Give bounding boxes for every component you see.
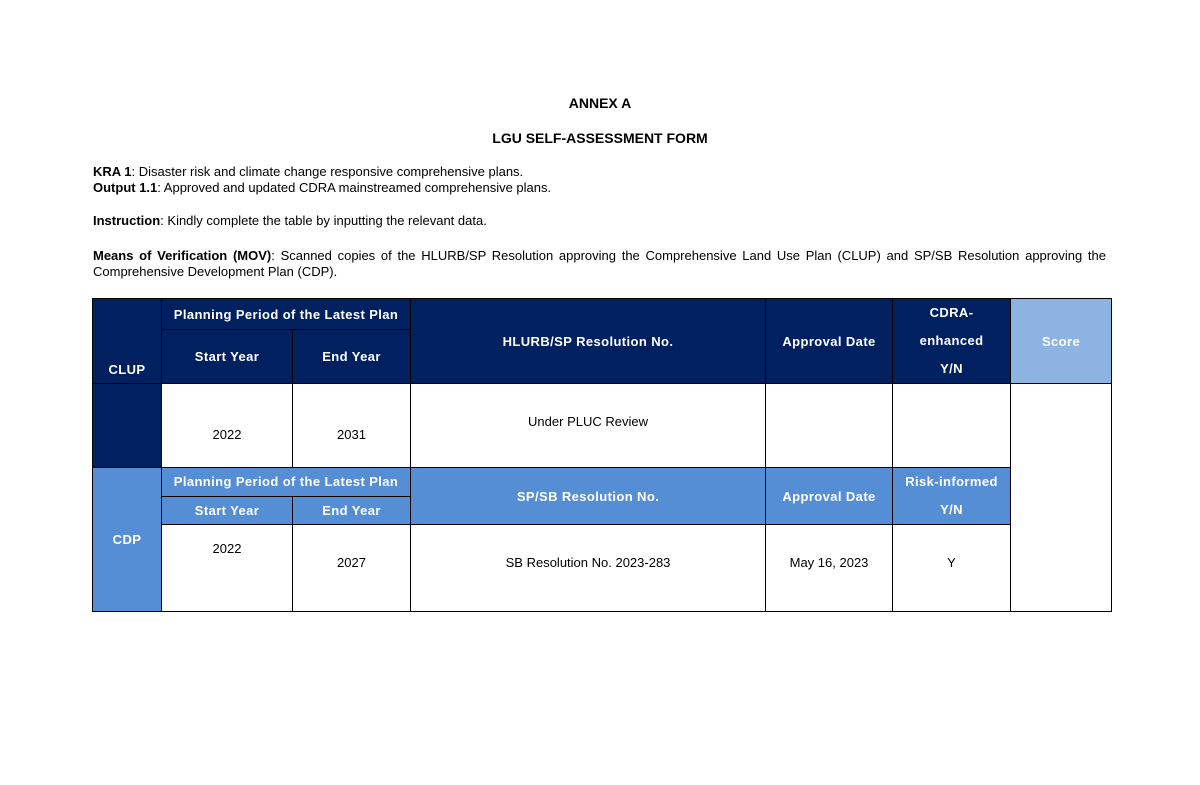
cdp-approval-header: Approval Date <box>766 468 893 525</box>
kra-label: KRA 1 <box>93 164 132 179</box>
clup-label: CLUP <box>108 362 146 377</box>
cdp-data-row <box>93 525 1112 612</box>
clup-header-row-1 <box>93 299 1112 330</box>
form-title: LGU SELF-ASSESSMENT FORM <box>492 130 708 146</box>
mov-label: Means of Verification (MOV) <box>93 248 272 263</box>
self-assessment-table <box>92 298 1112 612</box>
cdp-end-year-header: End Year <box>293 496 411 525</box>
cdp-start-year[interactable]: 2022 <box>162 525 293 612</box>
cdp-end-year[interactable]: 2027 <box>293 525 411 612</box>
cdp-label-cell <box>93 468 162 612</box>
cdp-period-header: Planning Period of the Latest Plan <box>162 468 411 497</box>
clup-start-year-header: Start Year <box>162 330 293 384</box>
clup-data-row <box>93 384 1112 468</box>
clup-period-header: Planning Period of the Latest Plan <box>162 299 411 330</box>
cdp-risk-informed-header <box>893 468 1011 525</box>
mov-text: : Scanned copies of the HLURB/SP Resolution approving the Comprehensive Land Use Plan (CLUP) and SP/SB Resolution approving the Comprehensive Development Plan (CDP). <box>93 248 1106 279</box>
clup-label-continued <box>93 362 162 468</box>
clup-approval-header: Approval Date <box>766 299 893 384</box>
instruction-text: : Kindly complete the table by inputting the relevant data. <box>160 213 487 228</box>
clup-start-year[interactable]: 2022 <box>162 384 293 468</box>
clup-end-year[interactable]: 2031 <box>293 384 411 468</box>
cdp-label: CDP <box>112 532 142 547</box>
clup-cdra-flag[interactable] <box>893 384 1011 468</box>
clup-cdra-header <box>893 299 1011 384</box>
cdp-approval-date[interactable]: May 16, 2023 <box>766 525 893 612</box>
output-text: : Approved and updated CDRA mainstreamed comprehensive plans. <box>157 180 552 195</box>
clup-resolution[interactable]: Under PLUC Review <box>411 384 766 468</box>
output-line <box>93 180 1106 196</box>
kra-text: : Disaster risk and climate change responsive comprehensive plans. <box>131 164 524 179</box>
cdp-start-year-header: Start Year <box>162 496 293 525</box>
cdp-resolution-header: SP/SB Resolution No. <box>411 468 766 525</box>
cdra-header-line-3: Y/N <box>940 361 963 376</box>
instruction-label: Instruction <box>93 213 161 228</box>
mov-paragraph <box>93 248 1106 280</box>
clup-end-year-header: End Year <box>293 330 411 384</box>
output-label: Output 1.1 <box>93 180 158 195</box>
score-value[interactable] <box>1011 384 1112 612</box>
instruction-line <box>93 213 1106 229</box>
clup-resolution-header: HLURB/SP Resolution No. <box>411 299 766 384</box>
cdp-header-row-1 <box>93 468 1112 497</box>
score-header: Score <box>1011 299 1112 384</box>
risk-header-line-1: Risk-informed <box>905 474 998 489</box>
cdra-header-line-2: enhanced <box>919 333 984 348</box>
cdp-resolution[interactable]: SB Resolution No. 2023-283 <box>411 525 766 612</box>
risk-header-line-2: Y/N <box>940 502 963 517</box>
cdra-header-line-1: CDRA- <box>929 305 974 320</box>
annex-title: ANNEX A <box>568 95 632 111</box>
clup-approval-date[interactable] <box>766 384 893 468</box>
cdp-risk-informed-flag[interactable]: Y <box>893 525 1011 612</box>
kra-line <box>93 164 1106 180</box>
